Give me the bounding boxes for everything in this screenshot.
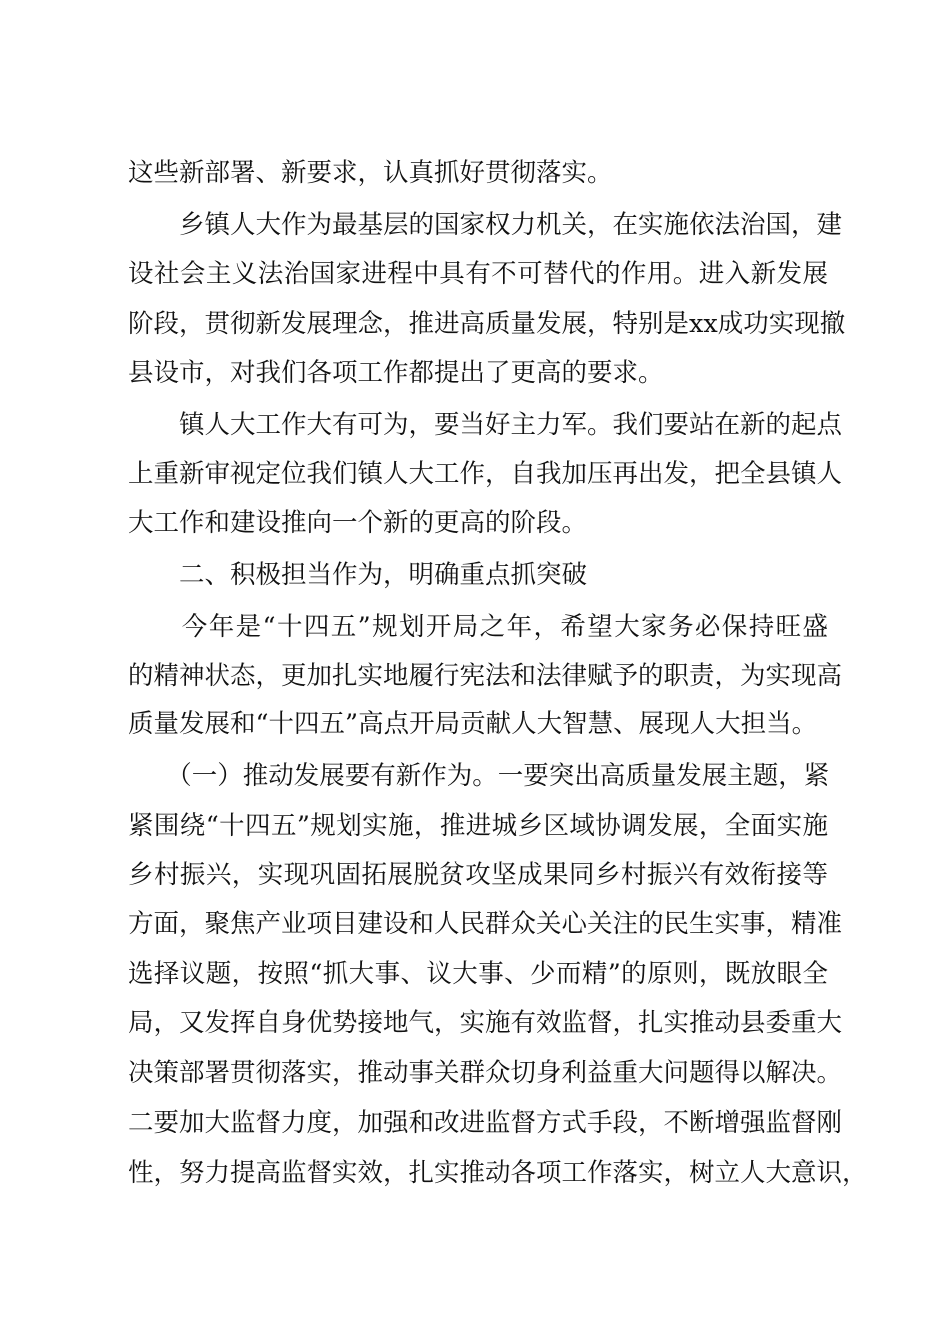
text-line: 方面，聚焦产业项目建设和人民群众关心关注的民生实事，精准 bbox=[128, 909, 843, 939]
text-line: （一）推动发展要有新作为。一要突出高质量发展主题，紧 bbox=[128, 761, 830, 791]
text-line: 阶段，贯彻新发展理念，推进高质量发展，特别是xx成功实现撤 bbox=[128, 309, 846, 339]
section-heading: 二、积极担当作为，明确重点抓突破 bbox=[128, 560, 588, 590]
text-line: 乡镇人大作为最基层的国家权力机关，在实施依法治国，建 bbox=[128, 210, 843, 240]
text-line: 性，努力提高监督实效，扎实推动各项工作落实，树立人大意识， bbox=[128, 1158, 868, 1188]
text-line: 二要加大监督力度，加强和改进监督方式手段，不断增强监督刚 bbox=[128, 1108, 843, 1138]
text-line: 这些新部署、新要求，认真抓好贯彻落实。 bbox=[128, 158, 613, 188]
text-line: 上重新审视定位我们镇人大工作，自我加压再出发，把全县镇人 bbox=[128, 459, 843, 489]
text-line: 县设市，对我们各项工作都提出了更高的要求。 bbox=[128, 358, 664, 388]
text-line: 局，又发挥自身优势接地气，实施有效监督，扎实推动县委重大 bbox=[128, 1008, 843, 1038]
text-line: 选择议题，按照“抓大事、议大事、少而精”的原则，既放眼全 bbox=[128, 959, 828, 989]
text-line: 的精神状态，更加扎实地履行宪法和法律赋予的职责，为实现高 bbox=[128, 661, 843, 691]
text-line: 质量发展和“十四五”高点开局贡献人大智慧、展现人大担当。 bbox=[128, 709, 818, 739]
text-line: 镇人大工作大有可为，要当好主力军。我们要站在新的起点 bbox=[128, 410, 843, 440]
text-line: 乡村振兴，实现巩固拓展脱贫攻坚成果同乡村振兴有效衔接等 bbox=[128, 860, 828, 890]
text-line: 大工作和建设推向一个新的更高的阶段。 bbox=[128, 508, 588, 538]
text-line: 紧围绕“十四五”规划实施，推进城乡区域协调发展，全面实施 bbox=[128, 811, 828, 841]
text-line: 今年是“十四五”规划开局之年，希望大家务必保持旺盛 bbox=[128, 612, 828, 642]
text-line: 设社会主义法治国家进程中具有不可替代的作用。进入新发展 bbox=[128, 259, 828, 289]
text-line: 决策部署贯彻落实，推动事关群众切身利益重大问题得以解决。 bbox=[128, 1058, 843, 1088]
